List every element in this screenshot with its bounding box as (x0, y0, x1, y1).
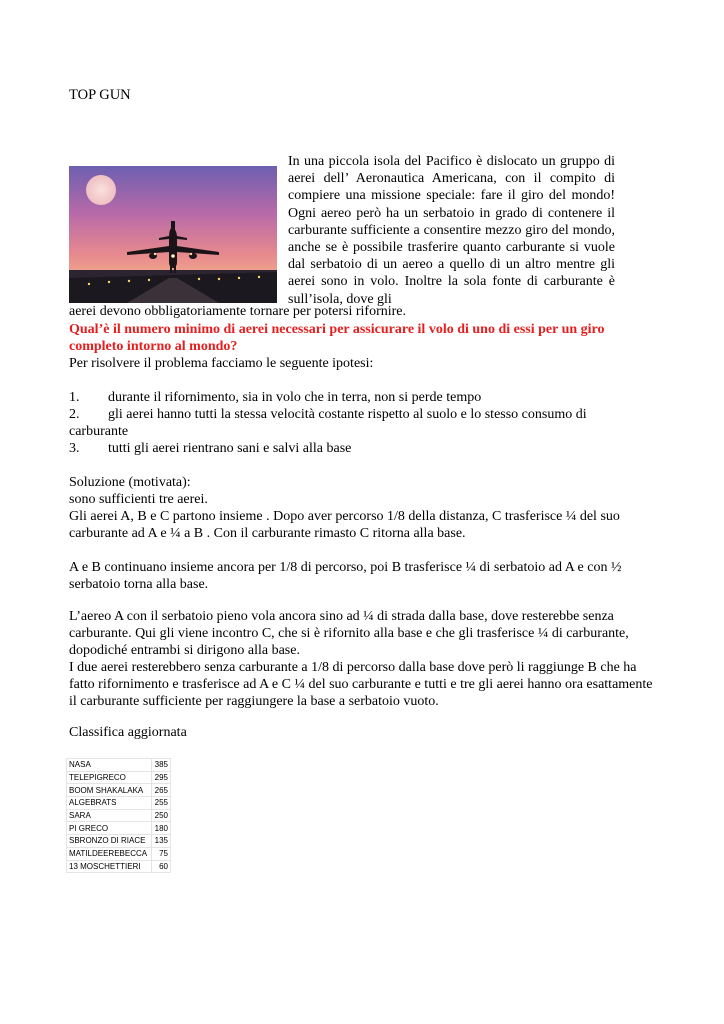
table-row (67, 847, 171, 860)
team-name: TELEPIGRECO (67, 771, 152, 784)
team-name: 13 MOSCHETTIERI (67, 860, 152, 873)
hypothesis-item (69, 389, 629, 406)
hypothesis-number: 1. (69, 390, 80, 405)
table-row (67, 809, 171, 822)
hypothesis-number: 3. (69, 441, 80, 456)
ranking-table (66, 758, 171, 873)
hypothesis-text: tutti gli aerei rientrano sani e salvi alla base (108, 441, 352, 456)
table-row (67, 784, 171, 797)
table-row (67, 759, 171, 772)
team-name: SARA (67, 809, 152, 822)
team-name: PI GRECO (67, 822, 152, 835)
team-score: 75 (152, 847, 171, 860)
solution-answer: sono sufficienti tre aerei. (69, 492, 208, 507)
table-row (67, 822, 171, 835)
team-score: 180 (152, 822, 171, 835)
team-score: 250 (152, 809, 171, 822)
team-name: SBRONZO DI RIACE (67, 835, 152, 848)
team-name: NASA (67, 759, 152, 772)
hypothesis-text: durante il rifornimento, sia in volo che in terra, non si perde tempo (108, 390, 482, 405)
team-name: MATILDEEREBECCA (67, 847, 152, 860)
hypothesis-item (69, 406, 629, 440)
table-row (67, 797, 171, 810)
team-score: 60 (152, 860, 171, 873)
solution-step-2: A e B continuano insieme ancora per 1/8 di percorso, poi B trasferisce ¼ di serbatoio ad A e con ½ serbatoio torna alla base. (69, 560, 622, 593)
table-row (67, 771, 171, 784)
table-row (67, 835, 171, 848)
intro-text: In una piccola isola del Pacifico è dislocato un gruppo di aerei dell’ Aeronautica Americana, con il compito di compiere una missione speciale: fare il giro del mondo! Ogni aereo però ha un serbatoio in grado di contenere il carburante sufficiente a consentire mezzo giro del mondo, anche se è possibile trasferire quanto carburante si vuole dal serbatoio di un aereo a quello di un altro mentre gli aerei sono in volo. (288, 154, 615, 290)
airplane-landing-photo (69, 166, 277, 303)
hypothesis-text: gli aerei hanno tutti la stessa velocità costante rispetto al suolo e lo stesso consumo di carburante (69, 407, 587, 440)
intro-paragraph (288, 153, 615, 308)
solution-step-3: L’aereo A con il serbatoio pieno vola ancora sino ad ¼ di strada dalla base, dove resterebbe senza carburante. Qui gli viene incontro C, che si è rifornito alla base e che gli trasferisce ¼ di carburante, dopodiché entrambi si dirigono alla base. (69, 609, 629, 659)
document-title: TOP GUN (69, 87, 131, 103)
ranking-title: Classifica aggiornata (69, 725, 187, 740)
team-score: 135 (152, 835, 171, 848)
hypotheses-intro: Per risolvere il problema facciamo le seguente ipotesi: (69, 356, 374, 371)
problem-question: Qual’è il numero minimo di aerei necessari per assicurare il volo di uno di essi per un giro completo intorno al mondo? (69, 322, 605, 355)
hypothesis-item (69, 440, 629, 457)
solution-step-4: I due aerei resterebbero senza carburante a 1/8 di percorso dalla base dove però li raggiunge B che ha fatto rifornimento e trasferisce ad A e C ¼ del suo carburante e tutti e tre gli aerei hanno ora esattamente il carburante sufficiente per raggiungere la base a serbatoio vuoto. (69, 660, 653, 710)
team-score: 385 (152, 759, 171, 772)
intro-continuation: aerei devono obbligatoriamente tornare per potersi rifornire. (69, 304, 407, 319)
hypothesis-number: 2. (69, 407, 80, 422)
intro-continuation-first: Inoltre la sola fonte di carburante è sull’isola, dove gli (288, 274, 615, 307)
team-score: 265 (152, 784, 171, 797)
team-name: BOOM SHAKALAKA (67, 784, 152, 797)
team-name: ALGEBRATS (67, 797, 152, 810)
solution-heading: Soluzione (motivata): (69, 475, 191, 490)
solution-step-1: Gli aerei A, B e C partono insieme . Dopo aver percorso 1/8 della distanza, C trasferisce ¼ del suo carburante ad A e ¼ a B . Con il carburante rimasto C ritorna alla base. (69, 509, 620, 542)
table-row (67, 860, 171, 873)
team-score: 295 (152, 771, 171, 784)
team-score: 255 (152, 797, 171, 810)
